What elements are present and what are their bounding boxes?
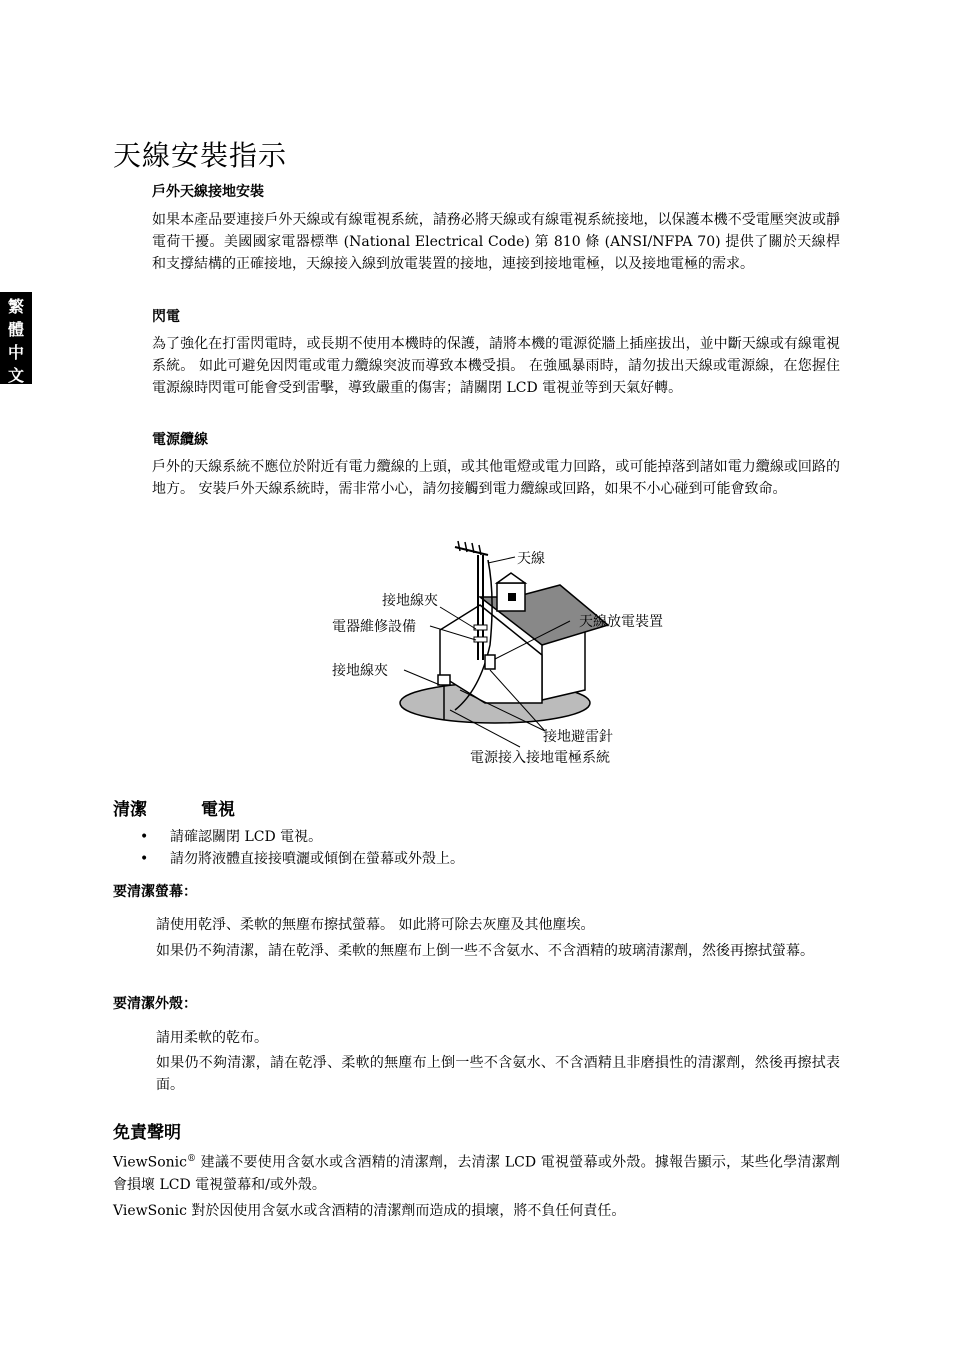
language-tab-char: 體 <box>7 320 24 339</box>
label-ground-clamp-bottom: 接地線夾 <box>332 663 388 679</box>
registered-mark: ® <box>186 1154 196 1164</box>
disclaimer-paragraph-2: ViewSonic 對於因使用含氨水或含酒精的清潔劑而造成的損壞，將不負任何責任。 <box>113 1203 626 1219</box>
cleaning-heading-left: 清潔 <box>113 800 147 820</box>
language-tab-char: 文 <box>7 366 24 385</box>
label-antenna: 天線 <box>517 551 545 567</box>
label-service-equipment: 電器維修設備 <box>332 619 416 635</box>
page-title: 天線安裝指示 <box>113 139 288 172</box>
outdoor-paragraph: 如果本產品要連接戶外天線或有線電視系統，請務必將天線或有線電視系統接地，以保護本機不受電壓突波或靜電荷干擾。美國國家電器標準 (National Electrical Code) 第 810 條 (ANSI/NFPA 70) 提供了關於天線桿和支撐結構的正確接地，天線接入線到放電裝置的接地，連接到接地電極，以及接地電極的需求。 <box>152 212 840 272</box>
label-ground-clamp-top: 接地線夾 <box>382 593 438 609</box>
language-tab-char: 繁 <box>7 297 24 316</box>
case-cleaning-paragraph-1: 請用柔軟的乾布。 <box>156 1030 268 1046</box>
service-equipment-box <box>438 675 450 685</box>
language-tab <box>0 292 32 384</box>
disclaimer-paragraph-1 <box>113 1148 840 1196</box>
lightning-heading: 閃電 <box>152 309 180 325</box>
label-ground-rods: 接地避雷針 <box>543 729 613 745</box>
bullet-text: 請確認關閉 LCD 電視。 <box>170 829 323 845</box>
screen-cleaning-paragraph-1: 請使用乾淨、柔軟的無塵布擦拭螢幕。 如此將可除去灰塵及其他塵埃。 <box>156 917 595 933</box>
screen-cleaning-heading: 要清潔螢幕： <box>113 884 197 900</box>
bullet-text: 請勿將液體直接接噴灑或傾倒在螢幕或外殼上。 <box>170 851 464 867</box>
screen-cleaning-paragraph-2: 如果仍不夠清潔，請在乾淨、柔軟的無塵布上倒一些不含氨水、不含酒精的玻璃清潔劑，然後再擦拭螢幕。 <box>156 943 814 959</box>
case-cleaning-heading: 要清潔外殼： <box>113 996 197 1012</box>
label-electrode-system: 電源接入接地電極系統 <box>470 750 610 766</box>
power-lines-heading: 電源纜線 <box>152 432 208 448</box>
antenna-grounding-diagram <box>320 535 690 770</box>
list-item: • 請勿將液體直接接噴灑或傾倒在螢幕或外殼上。 <box>140 851 464 867</box>
lightning-paragraph: 為了強化在打雷閃電時，或長期不使用本機時的保護，請將本機的電源從牆上插座拔出，並中斷天線或有線電視系統。 如此可避免因閃電或電力纜線突波而導致本機受損。 在強風暴雨時，請勿拔出天線或電源線，在您握住電源線時閃電可能會受到雷擊，導致嚴重的傷害；請關閉 LCD 電視並等到天氣好轉。 <box>152 336 840 396</box>
disclaimer-text: 建議不要使用含氨水或含酒精的清潔劑，去清潔 LCD 電視螢幕或外殼。據報告顯示，某些化學清潔劑會損壞 LCD 電視螢幕和/或外殼。 <box>113 1154 840 1193</box>
label-discharge-unit: 天線放電裝置 <box>579 614 663 630</box>
cleaning-heading-right: 電視 <box>201 800 235 820</box>
discharge-unit-shape <box>485 655 495 669</box>
power-lines-paragraph: 戶外的天線系統不應位於附近有電力纜線的上頭，或其他電燈或電力回路，或可能掉落到諸如電力纜線或回路的地方。 安裝戶外天線系統時，需非常小心，請勿接觸到電力纜線或回路，如果不小心碰到可能會致命。 <box>152 459 840 497</box>
case-cleaning-paragraph-2: 如果仍不夠清潔，請在乾淨、柔軟的無塵布上倒一些不含氨水、不含酒精且非磨損性的清潔劑，然後再擦拭表面。 <box>156 1055 840 1093</box>
disclaimer-heading: 免責聲明 <box>113 1123 181 1143</box>
language-tab-char: 中 <box>7 343 24 362</box>
outdoor-heading: 戶外天線接地安裝 <box>152 184 264 200</box>
list-item: • 請確認關閉 LCD 電視。 <box>140 829 323 845</box>
brand-name: ViewSonic <box>113 1154 187 1171</box>
